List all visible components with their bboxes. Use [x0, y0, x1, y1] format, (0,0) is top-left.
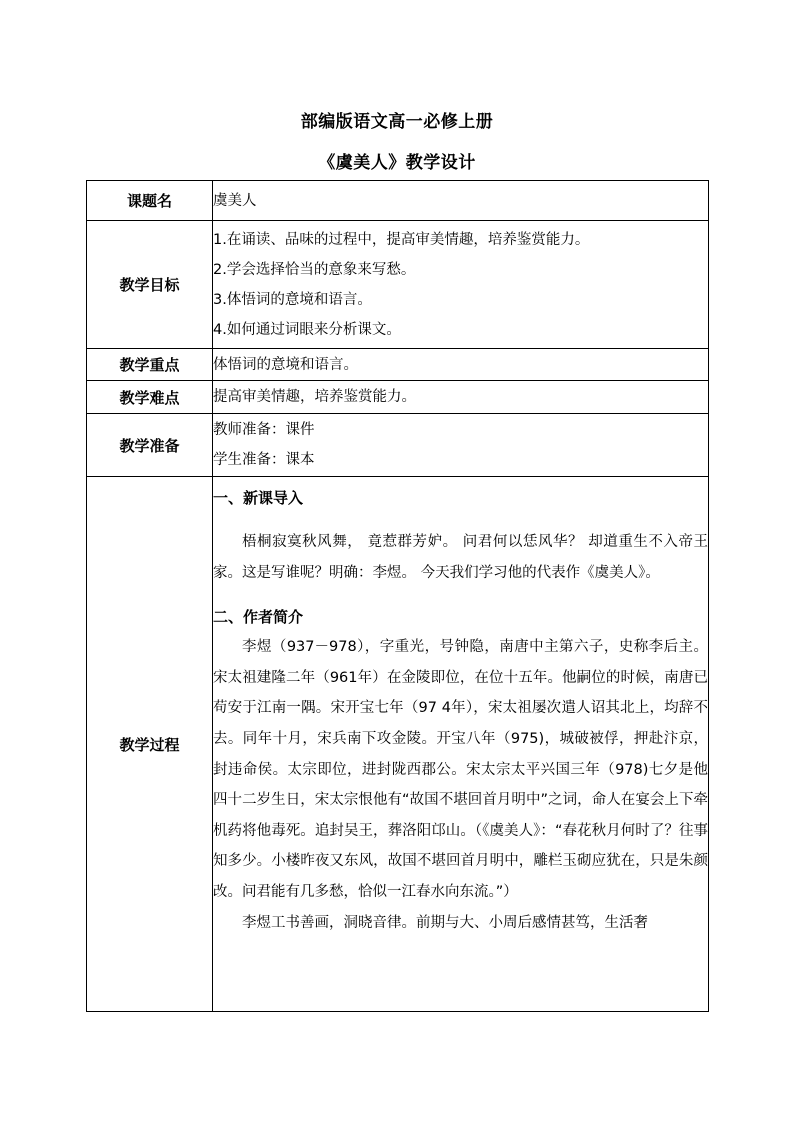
- section-heading-author: 二、作者简介: [213, 608, 304, 627]
- table-row: [87, 477, 709, 1012]
- goals-label: 教学目标: [87, 221, 213, 349]
- difficulty-value: 提高审美情趣，培养鉴赏能力。: [213, 389, 416, 405]
- lesson-plan-table: [86, 180, 709, 1012]
- topic-label: 课题名: [87, 181, 213, 221]
- table-row: [87, 221, 709, 349]
- table-row: [87, 414, 709, 477]
- section-heading-intro: 一、新课导入: [213, 489, 304, 507]
- goal-item: 2.学会选择恰当的意象来写愁。: [213, 261, 416, 278]
- goal-item: 1.在诵读、品味的过程中，提高审美情趣，培养鉴赏能力。: [213, 231, 590, 248]
- intro-paragraph: 梧桐寂寞秋风舞， 竟惹群芳妒。 问君何以恁风华？ 却道重生不入帝王家。这是写谁呢？明确：李煜。 今天我们学习他的代表作《虞美人》。: [213, 534, 708, 581]
- topic-value: 虞美人: [213, 192, 257, 209]
- author-paragraph-2: 李煜工书善画，洞晓音律。前期与大、小周后感情甚笃，生活奢: [242, 914, 648, 931]
- key-point-label: 教学重点: [87, 349, 213, 381]
- table-row: [87, 181, 709, 221]
- document-subtitle: 《虞美人》教学设计: [318, 153, 476, 173]
- document-title: 部编版语文高一必修上册: [300, 112, 494, 132]
- key-point-value: 体悟词的意境和语言。: [213, 356, 358, 373]
- goal-item: 4.如何通过词眼来分析课文。: [213, 321, 401, 338]
- prep-label: 教学准备: [87, 414, 213, 477]
- difficulty-label: 教学难点: [87, 381, 213, 414]
- goal-item: 3.体悟词的意境和语言。: [213, 291, 372, 308]
- author-paragraph: 李煜（937－978），字重光，号钟隐，南唐中主第六子，史称李后主。宋太祖建隆二年（961年）在金陵即位，在位十五年。他嗣位的时候，南唐已苟安于江南一隅。宋开宝七年（97 4年），宋太祖屡次遣人诏其北上，均辞不去。同年十月，宋兵南下攻金陵。开宝八年（975)，城破被俘，押赴汴京，封违命侯。太宗即位，进封陇西郡公。宋太宗太平兴国三年（978)七夕是他四十二岁生日，宋太宗恨他有“故国不堪回首月明中”之词，命人在宴会上下牵机药将他毒死。追封吴王，葬洛阳邙山。（《虞美人》：“春花秋月何时了？往事知多少。小楼昨夜又东风，故国不堪回首月明中，雕栏玉砌应犹在，只是朱颜改。问君能有几多愁，恰似一江春水向东流。”）: [213, 639, 708, 900]
- student-prep: 学生准备：课本: [213, 452, 315, 468]
- table-row: [87, 349, 709, 381]
- teacher-prep: 教师准备：课件: [213, 422, 315, 438]
- table-row: [87, 381, 709, 414]
- process-label: 教学过程: [87, 477, 213, 1012]
